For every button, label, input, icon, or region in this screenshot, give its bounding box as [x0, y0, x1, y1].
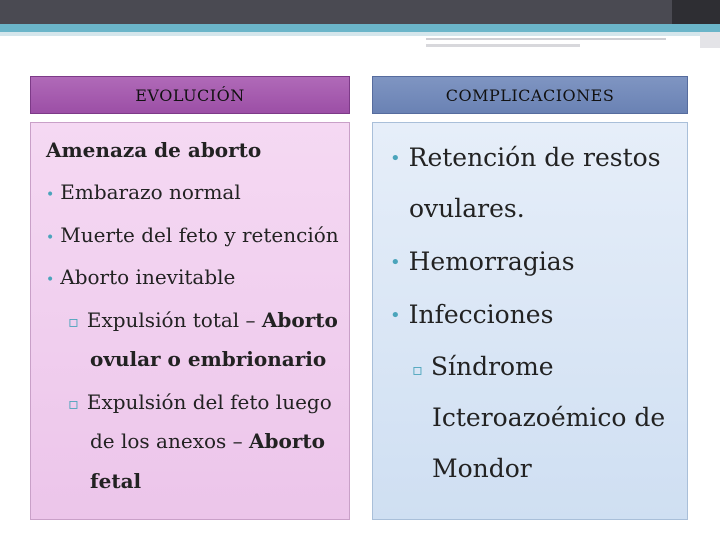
list-item-text: Embarazo normal: [60, 180, 241, 204]
amenaza-title: Amenaza de aborto: [46, 138, 262, 162]
sub-item-text: Expulsión del feto luego: [86, 390, 332, 414]
list-item: [390, 143, 661, 172]
sub-item: [68, 390, 332, 414]
top-accent-bar: [0, 24, 720, 32]
sub-item-continuation: ovular o embrionario: [90, 347, 327, 371]
bullet-icon: •: [46, 272, 55, 288]
sub-item: [68, 308, 338, 332]
decorative-line: [426, 38, 666, 40]
list-item-text: Aborto inevitable: [60, 265, 236, 289]
bullet-icon: •: [390, 252, 401, 273]
evolucion-header: EVOLUCIÓN: [30, 76, 350, 114]
list-item: [390, 300, 553, 329]
decorative-block: [700, 32, 720, 48]
sub-item-bold: Aborto: [249, 429, 325, 453]
sub-item-text: Síndrome: [430, 352, 554, 381]
list-item-text: Retención de restos: [408, 143, 661, 172]
square-bullet-icon: ▫: [68, 312, 79, 331]
top-bar: [0, 0, 720, 24]
bullet-icon: •: [390, 305, 401, 326]
list-item: [390, 247, 575, 276]
sub-item-continuation: [90, 429, 325, 453]
sub-item-continuation: Icteroazoémico de: [432, 403, 666, 432]
sub-item-text: Expulsión total –: [86, 308, 262, 332]
decorative-line: [426, 44, 580, 47]
list-item-text: Muerte del feto y retención: [60, 223, 339, 247]
list-item: [46, 265, 235, 289]
top-light-bar: [0, 32, 720, 36]
list-item: [46, 180, 241, 204]
list-item-text: Hemorragias: [408, 247, 575, 276]
square-bullet-icon: ▫: [412, 360, 423, 379]
top-bar-end: [672, 0, 720, 24]
sub-item-text: de los anexos –: [90, 429, 249, 453]
list-item-text: Infecciones: [408, 300, 554, 329]
sub-item-continuation: Mondor: [432, 454, 532, 483]
bullet-icon: •: [390, 148, 401, 169]
complicaciones-header: COMPLICACIONES: [372, 76, 688, 114]
sub-item: [412, 352, 554, 381]
sub-item-bold: Aborto: [261, 308, 338, 332]
sub-item-continuation: fetal: [90, 469, 142, 493]
square-bullet-icon: ▫: [68, 394, 79, 413]
list-item-continuation: ovulares.: [409, 194, 525, 223]
list-item: [46, 223, 339, 247]
bullet-icon: •: [46, 230, 55, 246]
bullet-icon: •: [46, 187, 55, 203]
